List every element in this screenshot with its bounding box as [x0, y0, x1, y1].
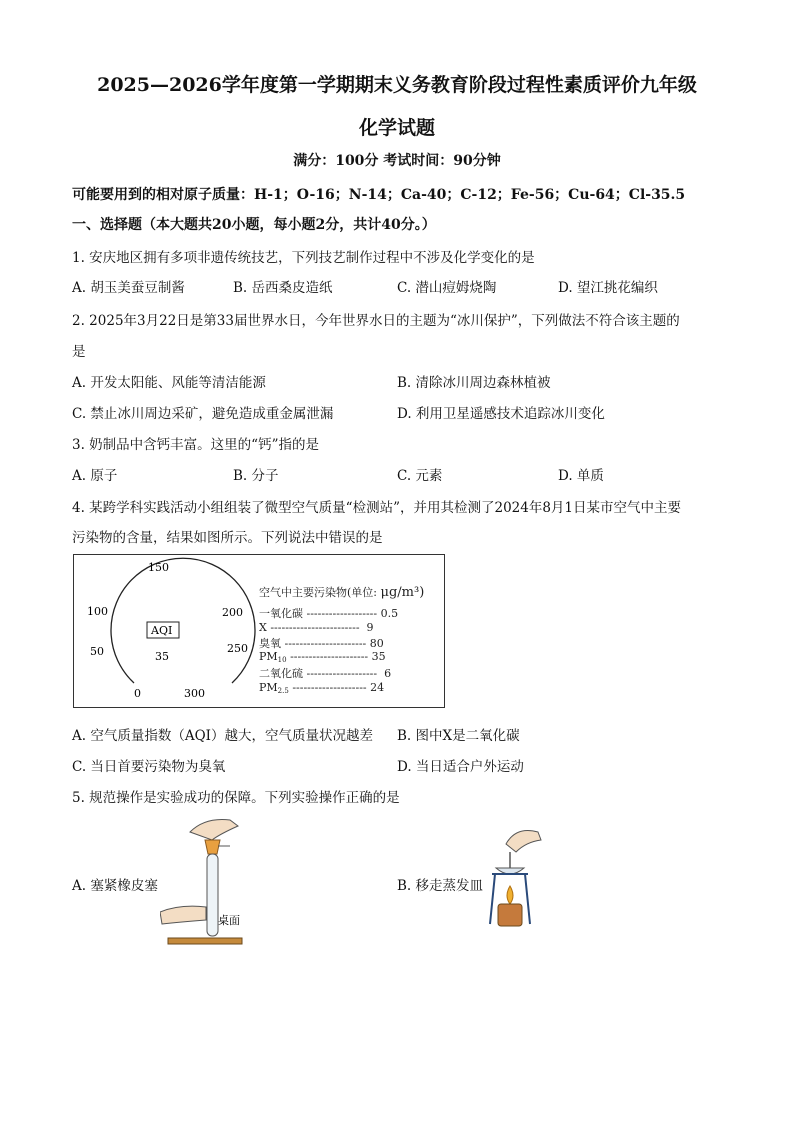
pollutant-sub: 10 [277, 656, 287, 664]
pollutant-value: 6 [384, 667, 392, 680]
exam-title-line2: 化学试题 [358, 117, 435, 139]
q4-option-a: A. 空气质量指数（AQI）越大，空气质量状况越差 [72, 728, 373, 744]
tripod-leg-right [525, 874, 530, 924]
gauge-tick-300: 300 [184, 687, 205, 700]
exam-meta: 满分：100分 考试时间：90分钟 [293, 153, 501, 169]
gauge-tick-50: 50 [90, 645, 104, 658]
gauge-arc [111, 558, 255, 683]
pollutant-row-pm25 [259, 681, 384, 695]
q2-stem-line2: 是 [72, 344, 86, 360]
desk-icon [168, 938, 242, 944]
pollutant-value: 9 [366, 621, 374, 634]
pollutant-value: 0.5 [380, 607, 399, 620]
q1-option-c: C. 潜山痘姆烧陶 [397, 280, 497, 296]
q1-stem: 1. 安庆地区拥有多项非遗传统技艺，下列技艺制作过程中不涉及化学变化的是 [72, 250, 535, 266]
pollutant-dashes: -------------------- [292, 681, 367, 694]
q1-option-a: A. 胡玉美蚕豆制酱 [72, 280, 185, 296]
stopper-illustration [160, 812, 245, 952]
q2-option-c: C. 禁止冰川周边采矿，避免造成重金属泄漏 [72, 406, 334, 422]
aqi-figure [73, 554, 445, 708]
q5-option-b: B. 移走蒸发皿 [397, 878, 484, 894]
q2-option-d: D. 利用卫星遥感技术追踪冰川变化 [397, 406, 605, 422]
gauge-tick-250: 250 [227, 642, 248, 655]
section-heading: 一、选择题（本大题共20小题，每小题2分，共计40分。） [72, 217, 436, 233]
pollutant-name: 二氧化硫 [259, 667, 303, 680]
q1-option-d: D. 望江挑花编织 [558, 280, 658, 296]
gauge-tick-0: 0 [134, 687, 141, 700]
q3-option-b: B. 分子 [233, 468, 279, 484]
q1-option-b: B. 岳西桑皮造纸 [233, 280, 333, 296]
pollutant-value: 80 [369, 637, 384, 650]
q4-option-b: B. 图中X是二氧化碳 [397, 728, 520, 744]
tripod-leg-left [490, 874, 495, 924]
gauge-tick-100: 100 [87, 605, 108, 618]
pollutant-dashes: --------------------- [290, 650, 369, 663]
pollutant-value: 24 [370, 681, 385, 694]
pollutant-sub: 2.5 [277, 687, 289, 695]
pollutant-row-so2 [259, 665, 391, 681]
pollutant-dashes: ------------------- [306, 667, 378, 680]
test-tube-icon [207, 854, 218, 936]
pollutant-dashes: ---------------------- [284, 637, 367, 650]
pollutant-header [259, 584, 424, 600]
pollutant-dashes: ------------------- [306, 607, 378, 620]
alcohol-lamp-icon [498, 904, 522, 926]
desk-label: 桌面 [218, 914, 240, 927]
pollutant-row-x [259, 621, 374, 634]
atomic-masses: 可能要用到的相对原子质量：H-1；O-16；N-14；Ca-40；C-12；Fe-56；Cu-64；Cl-35.5 [72, 187, 686, 203]
evaporating-illustration [486, 826, 546, 936]
hand-side-icon [160, 906, 206, 924]
q4-stem-line2: 污染物的含量，结果如图所示。下列说法中错误的是 [72, 530, 383, 546]
exam-title-line1: 2025—2026学年度第一学期期末义务教育阶段过程性素质评价九年级 [97, 74, 697, 96]
pollutant-name: 一氧化碳 [259, 607, 303, 620]
q4-option-c: C. 当日首要污染物为臭氧 [72, 759, 226, 775]
aqi-label: AQI [151, 624, 173, 637]
q3-option-d: D. 单质 [558, 468, 604, 484]
pollutant-row-co [259, 605, 398, 621]
q3-stem: 3. 奶制品中含钙丰富。这里的“钙”指的是 [72, 437, 319, 453]
q2-option-a: A. 开发太阳能、风能等清洁能源 [72, 375, 266, 391]
pollutant-row-pm10 [259, 650, 386, 664]
q4-stem-line1: 4. 某跨学科实践活动小组组装了微型空气质量“检测站”，并用其检测了2024年8月1日某市空气中主要 [72, 500, 682, 516]
q4-option-d: D. 当日适合户外运动 [397, 759, 524, 775]
q5-option-a: A. 塞紧橡皮塞 [72, 878, 158, 894]
aqi-value: 35 [155, 650, 169, 663]
flame-icon [507, 886, 513, 904]
hand-top-icon [190, 820, 238, 841]
pollutant-name: PM [259, 650, 278, 663]
gauge-tick-150: 150 [148, 561, 169, 574]
pollutant-name: X [259, 621, 267, 634]
pollutant-name: 臭氧 [259, 637, 281, 650]
pollutant-value: 35 [371, 650, 386, 663]
pollutant-unit: μg/m³) [380, 585, 425, 600]
pollutant-name: PM [259, 681, 278, 694]
gauge-tick-200: 200 [222, 606, 243, 619]
q2-option-b: B. 清除冰川周边森林植被 [397, 375, 551, 391]
pollutant-header-text: 空气中主要污染物(单位: [259, 586, 377, 599]
hand-icon [506, 831, 541, 853]
pollutant-dashes: ------------------------ [270, 621, 360, 634]
rubber-stopper-icon [205, 840, 220, 854]
q5-stem: 5. 规范操作是实验成功的保障。下列实验操作正确的是 [72, 790, 400, 806]
q2-stem-line1: 2. 2025年3月22日是第33届世界水日，今年世界水日的主题为“冰川保护”，下列做法不符合该主题的 [72, 313, 680, 329]
pollutant-row-o3 [259, 635, 384, 651]
q3-option-a: A. 原子 [72, 468, 118, 484]
q3-option-c: C. 元素 [397, 468, 443, 484]
